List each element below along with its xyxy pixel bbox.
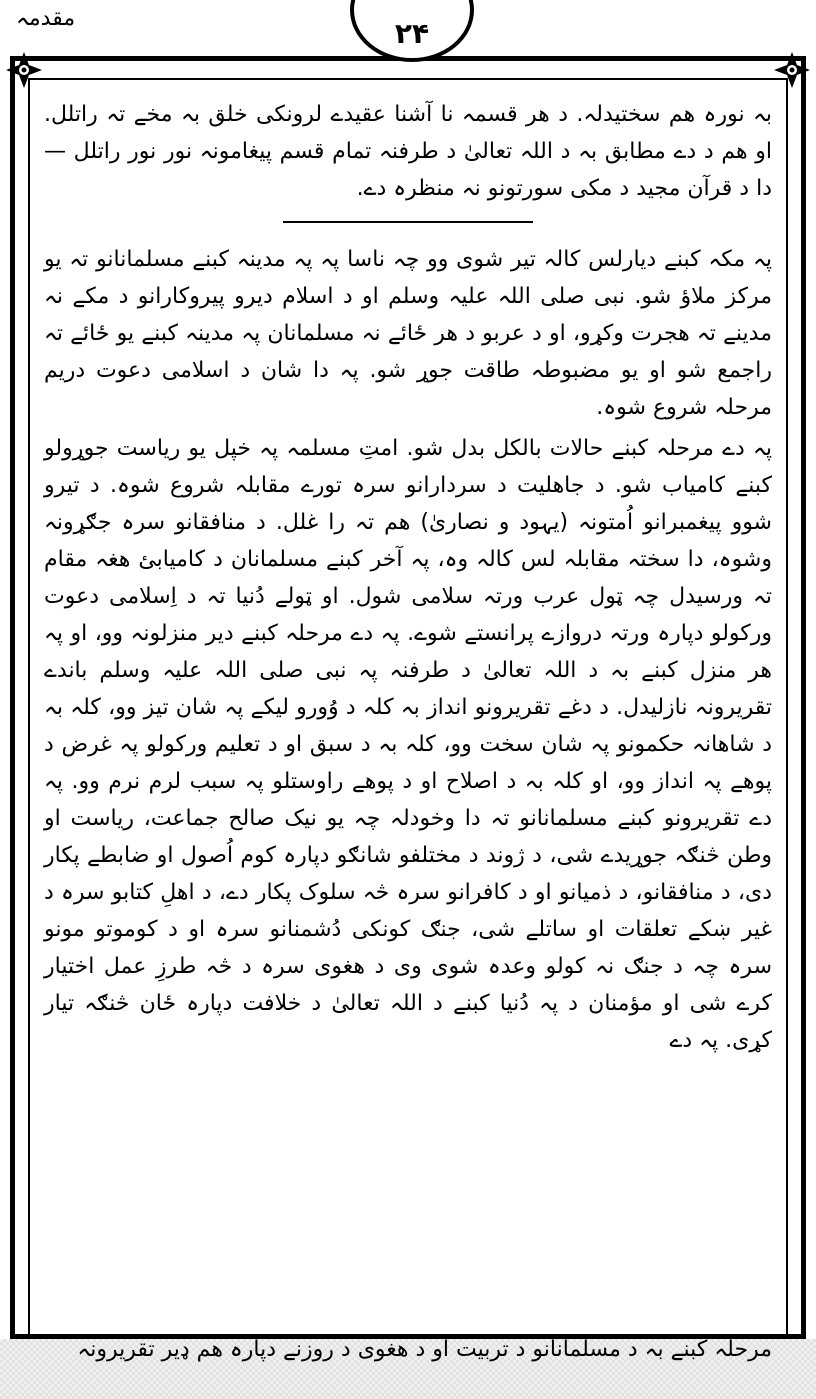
body-paragraph: پہ مکہ کبنے دیارلس کالہ تیر شوی وو چہ ناسا پہ پہ مدینہ کبنے مسلمانانو تہ یو مرکز ملاؤ شو. نبی صلی اللہ علیہ وسلم او د اسلام دیرو پیروکارانو د مکے نہ مدینے تہ ھجرت وکړو، او د عربو د ھر ځائے نہ مسلمانان پہ مدینہ کبنے یو ځائے تہ راجمع شو او یو مضبوطہ طاقت جوړ شو. پہ دا شان د اسلامی دعوت دریم مرحلہ شروع شوہ.	[44, 247, 772, 420]
corner-ornament-icon	[4, 50, 44, 90]
body-paragraph: پہ دے مرحلہ کبنے حالات بالکل بدل شو. امتِ مسلمہ پہ خپل یو ریاست جوړولو کبنے کامیاب شو. د جاھلیت د سردارانو سرہ تورے مقابلہ شروع شوہ. د تیرو شوو پیغمبرانو اُمتونہ (یہود و نصاریٰ) ھم تہ را غلل. د منافقانو سرہ جګړونہ وشوہ، دا سختہ مقابلہ لس کالہ وہ، پہ آخر کبنے مسلمانان د کامیابئ ھغہ مقام تہ ورسیدل چہ ټول عرب ورتہ سلامی شول. او ټولے دُنیا تہ د اِسلامی دعوت ورکولو دپارہ ورتہ دروازے پرانستے شوے. پہ دے مرحلہ کبنے دیر منزلونہ وو، او پہ ھر منزل کبنے بہ د اللہ تعالیٰ د طرفنہ پہ نبی صلی اللہ علیہ وسلم باندے تقریرونہ نازلیدل. د دغے تقریرونو انداز بہ کلہ د وُورو لیکے پہ شان تیز وو، کلہ بہ د شاھانہ حکمونو پہ شان سخت وو، کلہ بہ د سبق او د تعلیم ورکولو پہ غرض د پوھے پہ انداز وو، او کلہ بہ د اصلاح او د پوھے راوستلو پہ سبب لرم نرم وو. پہ دے تقریرونو کبنے مسلمانانو تہ دا وخودلہ چہ یو نیک صالح جماعت، ریاست او وطن څنګہ جوړیدے شی، د ژوند د مختلفو شانګو دپارہ کوم اُصول او ضابطے پکار دی، د منافقانو، د ذمیانو او د کافرانو سرہ څہ سلوک پکار دے، د اھلِ کتابو سرہ د غیر ښکے تعلقات او ساتلے شی، جنګ کونکی دُشمنانو سرہ او د کوموتو مونو سرہ چہ د جنګ نہ کولو وعدہ شوی وی د ھغوی سرہ د څہ طرزِ عمل اختیار کرے شی او مؤمنان د پہ دُنیا کبنے د اللہ تعالیٰ د خلافت دپارہ ځان څنګہ تیار کړی. پہ دے	[44, 436, 772, 1053]
section-divider	[283, 221, 533, 223]
header-label: مقدمہ	[16, 6, 76, 31]
page-number-badge	[350, 0, 474, 62]
cutoff-text-line	[44, 1331, 772, 1347]
intro-paragraph: بہ نورہ ھم سختیدلہ. د ھر قسمہ نا آشنا عقیدے لرونکی خلق بہ مخے تہ راتلل. او ھم د دے مطابق بہ د اللہ تعالیٰ د طرفنہ تمام قسم پیغامونہ نور نور راتلل — دا د قرآن مجید د مکی سورتونو نہ منظرہ دے.	[44, 102, 772, 201]
page-number: ۲۴	[394, 17, 430, 50]
page-content	[44, 96, 772, 1059]
corner-ornament-icon	[772, 50, 812, 90]
